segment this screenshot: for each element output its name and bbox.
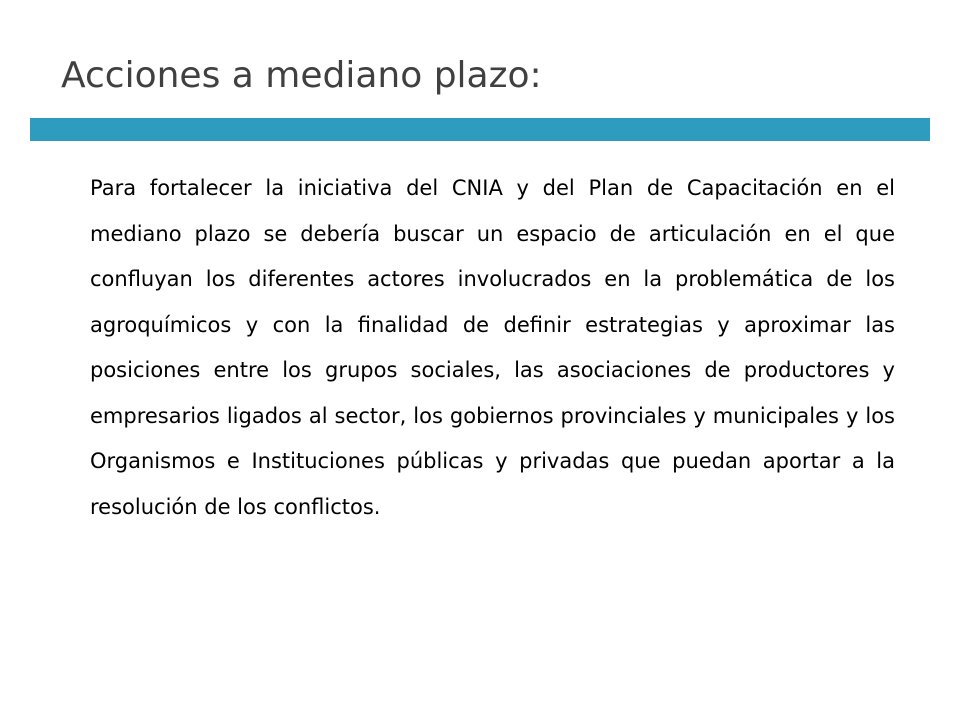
title-accent-bar bbox=[30, 118, 930, 141]
slide-body-paragraph: Para fortalecer la iniciativa del CNIA y del Plan de Capacitación en el mediano plazo se debería buscar un espacio de articulación en el que confluyan los diferentes actores involucrados en la problemática de los agroquímicos y con la finalidad de definir estrategias y aproximar las posiciones entre los grupos sociales, las asociaciones de productores y empresarios ligados al sector, los gobiernos provinciales y municipales y los Organismos e Instituciones públicas y privadas que puedan aportar a la resolución de los conflictos. bbox=[90, 176, 895, 519]
slide-title: Acciones a mediano plazo: bbox=[61, 55, 542, 96]
